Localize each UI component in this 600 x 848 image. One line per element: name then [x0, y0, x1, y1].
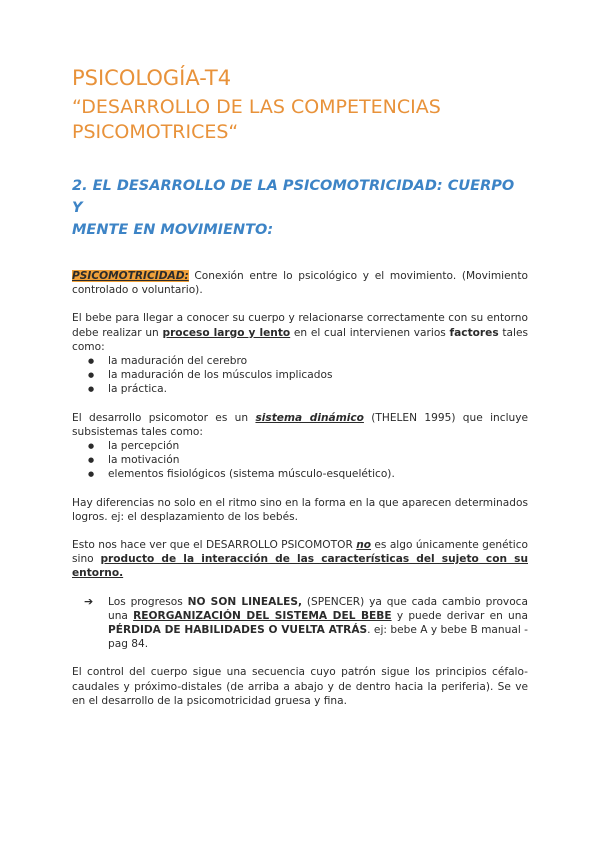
- list-item: ● la maduración del cerebro: [72, 354, 528, 368]
- differences-paragraph: Hay diferencias no solo en el ritmo sino en la forma en la que aparecen determinados logros. ej: el desplazamiento de los bebés.: [72, 496, 528, 523]
- arrow-icon: ➔: [84, 594, 94, 608]
- text-span: . ej: bebe A y bebe B manual - pag 84.: [108, 624, 528, 651]
- progress-paragraph: [108, 595, 528, 652]
- bold-no-lineales: NO SON LINEALES,: [187, 595, 302, 608]
- body-control-paragraph: El control del cuerpo sigue una secuencia cuyo patrón sigue los principios céfalo-caudales y próximo-distales (de arriba a abajo y de dentro hacia la periferia). Se ve en el desarrollo de la psicomotricidad gruesa y fina.: [72, 666, 528, 707]
- highlighted-term: PSICOMOTRICIDAD:: [72, 270, 189, 282]
- doc-subtitle: [72, 95, 528, 145]
- text-span: (THELEN 1995) que incluye subsistemas tales como:: [72, 411, 529, 438]
- subsystems-list: [72, 439, 528, 482]
- text-span: en el cual intervienen varios: [290, 326, 450, 339]
- text-span: Los progresos: [108, 595, 188, 608]
- bold-perdida: PÉRDIDA DE HABILIDADES O VUELTA ATRÁS: [108, 624, 368, 637]
- interaction-paragraph: [72, 538, 528, 581]
- text-span: tales como:: [72, 326, 528, 353]
- text-span: es algo únicamente genético sino: [72, 539, 529, 566]
- section-line-1: 2. EL DESARROLLO DE LA PSICOMOTRICIDAD: CUERPO Y: [72, 178, 515, 216]
- subtitle-line-1: “DESARROLLO DE LAS COMPETENCIAS: [72, 96, 441, 118]
- list-item: ● la percepción: [72, 439, 528, 453]
- list-item: ● la maduración de los músculos implicados: [72, 368, 528, 382]
- text-span: El desarrollo psicomotor es un: [72, 411, 256, 424]
- list-item: ● la práctica.: [72, 382, 528, 396]
- emphasis-reorganizacion: REORGANIZACIÓN DEL SISTEMA DEL BEBE: [133, 609, 392, 622]
- section-heading: [72, 175, 528, 241]
- list-item: ● la motivación: [72, 453, 528, 467]
- factors-paragraph: [72, 311, 528, 354]
- definition-text: Conexión entre lo psicológico y el movimiento. (Movimiento controlado o voluntario).: [72, 270, 528, 297]
- emphasis-producto: producto de la interacción de las características del sujeto con su entorno.: [72, 553, 528, 580]
- text-span: Esto nos hace ver que el DESARROLLO PSICOMOTOR: [72, 539, 357, 552]
- document-page: [72, 66, 528, 708]
- emphasis-sistema: sistema dinámico: [255, 411, 364, 424]
- arrow-item: [72, 595, 528, 652]
- text-span: (SPENCER) ya que cada cambio provoca una: [108, 595, 528, 622]
- subtitle-line-2: PSICOMOTRICES“: [72, 121, 239, 143]
- definition-paragraph: [72, 269, 528, 297]
- bold-factores: factores: [449, 326, 499, 339]
- system-paragraph: [72, 411, 528, 439]
- emphasis-proceso: proceso largo y lento: [162, 326, 291, 339]
- emphasis-no: no: [356, 539, 372, 552]
- list-item: ● elementos fisiológicos (sistema músculo-esquelético).: [72, 467, 528, 481]
- text-span: y puede derivar en una: [391, 609, 528, 622]
- doc-title: PSICOLOGÍA-T4: [72, 66, 232, 90]
- text-span: El bebe para llegar a conocer su cuerpo y relacionarse correctamente con su entorno debe realizar un: [72, 312, 528, 339]
- factors-list: [72, 354, 528, 397]
- section-line-2: MENTE EN MOVIMIENTO:: [72, 222, 274, 238]
